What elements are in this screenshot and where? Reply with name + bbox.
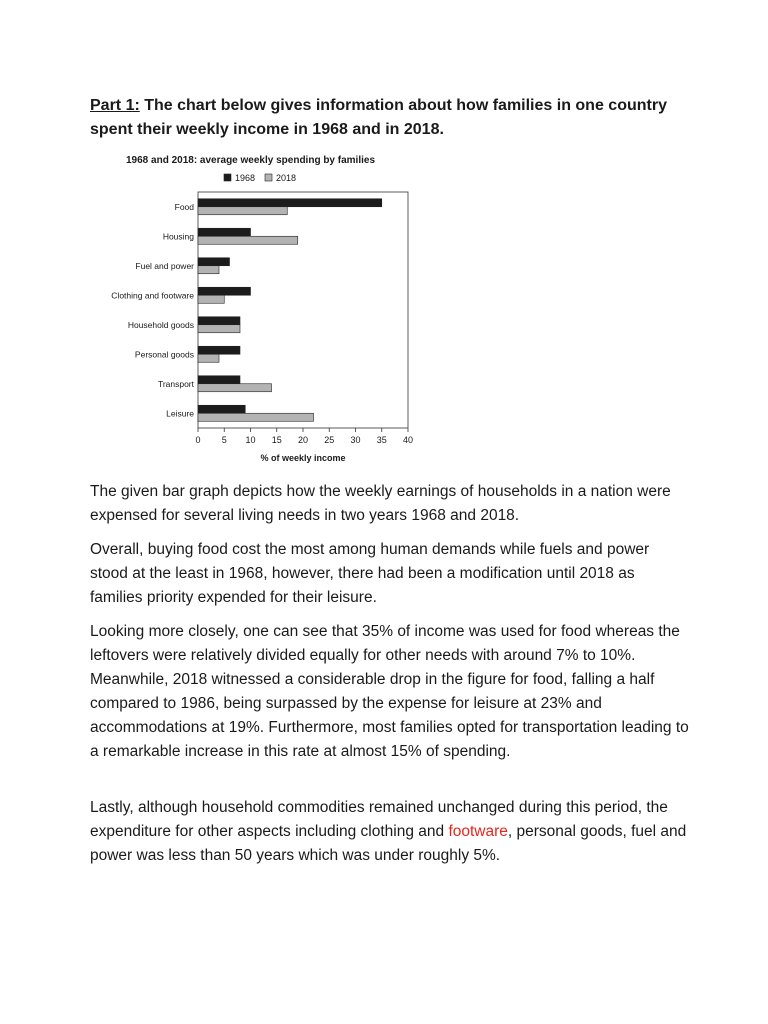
bar-1968 <box>198 317 240 325</box>
bar-2018 <box>198 207 287 215</box>
x-tick-label-40: 40 <box>402 435 414 445</box>
category-label: Food <box>174 201 194 212</box>
part-label: Part 1: <box>90 97 140 114</box>
category-label: Clothing and footware <box>111 290 194 301</box>
bar-1968 <box>198 346 240 354</box>
category-label: Personal goods <box>134 349 194 360</box>
bar-2018 <box>198 413 314 421</box>
paragraph-intro: The given bar graph depicts how the weekly earnings of households in a nation were expensed for several living needs in two years 1968 and 2018. <box>90 483 671 524</box>
legend-label-2018: 2018 <box>276 173 297 183</box>
x-tick-label-0: 0 <box>195 435 201 445</box>
category-label: Leisure <box>166 408 194 419</box>
x-axis-label: % of weekly income <box>260 453 346 463</box>
bar-2018 <box>198 384 272 392</box>
conclusion-text-start: Lastly, although household commodities remained unchanged during this period, the expenditure for other aspects including clothing and <box>90 799 668 840</box>
bar-1968 <box>198 376 240 384</box>
x-tick-label-30: 30 <box>350 435 361 445</box>
category-label: Household goods <box>127 319 194 330</box>
x-tick-label-5: 5 <box>221 435 227 445</box>
plot-frame <box>198 192 408 428</box>
bar-1968 <box>198 405 245 413</box>
misspelled-word-highlight: footware <box>448 823 508 840</box>
legend-swatch-2018 <box>265 174 272 181</box>
x-tick-label-35: 35 <box>376 435 387 445</box>
x-tick-label-10: 10 <box>245 435 256 445</box>
document-heading <box>90 94 690 142</box>
heading-text: The chart below gives information about how families in one country spent their weekly income in 1968 and in 2018. <box>90 97 667 138</box>
x-tick-label-25: 25 <box>324 435 335 445</box>
bar-1968 <box>198 228 251 236</box>
bar-2018 <box>198 354 219 362</box>
bar-2018 <box>198 266 219 274</box>
x-tick-label-15: 15 <box>271 435 282 445</box>
paragraph-overview: Overall, buying food cost the most among human demands while fuels and power stood at the least in 1968, however, there had been a modification until 2018 as families priority expended for their leisure. <box>90 541 650 606</box>
category-label: Housing <box>162 231 194 242</box>
legend-swatch-1968 <box>224 174 231 181</box>
category-label: Transport <box>157 378 194 389</box>
x-tick-label-20: 20 <box>297 435 309 445</box>
bar-1968 <box>198 199 382 207</box>
bar-1968 <box>198 287 251 295</box>
chart-svg <box>90 150 430 470</box>
legend-label-1968: 1968 <box>235 173 256 183</box>
paragraph-details: Looking more closely, one can see that 35% of income was used for food whereas the leftovers were relatively divided equally for other needs with around 7% to 10%. Meanwhile, 2018 witnessed a considerable drop in the figure for food, falling a half compared to 1986, being surpassed by the expense for leisure at 23% and accommodations at 19%. Furthermore, most families opted for transportation leading to a remarkable increase in this rate at almost 15% of spending. <box>90 623 689 760</box>
bar-2018 <box>198 236 298 244</box>
bar-2018 <box>198 325 240 333</box>
bar-2018 <box>198 295 224 303</box>
bar-1968 <box>198 258 230 266</box>
category-label: Fuel and power <box>135 260 194 271</box>
conclusion-text-end: , personal goods, fuel and power was less than 50 years which was under roughly 5%. <box>90 823 687 864</box>
chart-title: 1968 and 2018: average weekly spending by families <box>126 155 376 166</box>
paragraph-conclusion <box>90 796 690 868</box>
bar-chart <box>90 150 430 470</box>
